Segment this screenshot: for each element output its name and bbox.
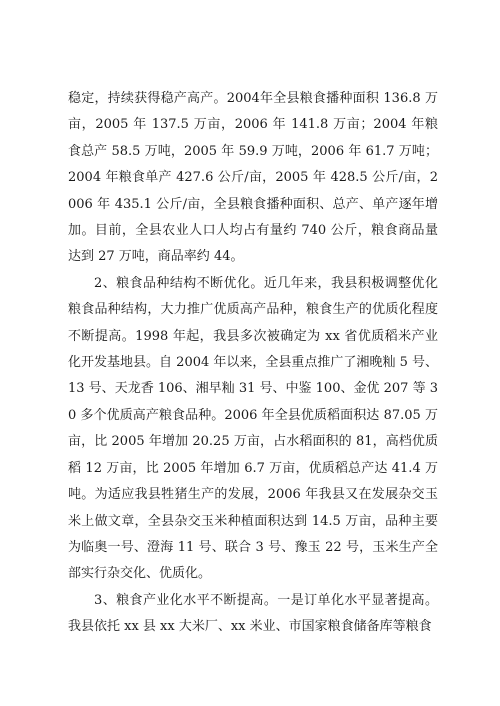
- paragraph-variety-structure: 2、粮食品种结构不断优化。近几年来，我县积极调整优化粮食品种结构，大力推广优质高产品种，粮食生产的优质化程度不断提高。1998 年起，我县多次被确定为 xx 省优质稻米产业化开发基地县。自 2004 年以来，全县重点推广了湘晚籼 5 号、13 号、天龙香 106、湘早籼 31 号、中鉴 100、金优 207 等 30 多个优质高产粮食品种。2006 年全县优质稻面积达 87.05 万亩，比 2005 年增加 20.25 万亩，占水稻面积的 81，高档优质稻 12 万亩，比 2005 年增加 6.7 万亩，优质稻总产达 41.4 万吨。为适应我县牲猪生产的发展，2006 年我县又在发展杂交玉米上做文章，全县杂交玉米种植面积达到 14.5 万亩，品种主要为临奥一号、澄海 11 号、联合 3 号、豫玉 22 号，玉米生产全部实行杂交化、优质化。: [68, 275, 438, 582]
- document-body: [68, 86, 438, 641]
- paragraph-industrialization: 3、粮食产业化水平不断提高。一是订单化水平显著提高。我县依托 xx 县 xx 大米厂、xx 米业、市国家粮食储备库等粮食: [68, 592, 438, 635]
- paragraph-yield-stats: 稳定，持续获得稳产高产。2004年全县粮食播种面积 136.8 万亩，2005 年 137.5 万亩，2006 年 141.8 万亩；2004 年粮食总产 58.5 万吨，2005 年 59.9 万吨，2006 年 61.7 万吨；2004 年粮食单产 427.6 公斤/亩，2005 年 428.5 公斤/亩，2006 年 435.1 公斤/亩，全县粮食播种面积、总产、单产逐年增加。目前，全县农业人口人均占有量约 740 公斤，粮食商品量达到 27 万吨，商品率约 44。: [68, 91, 438, 265]
